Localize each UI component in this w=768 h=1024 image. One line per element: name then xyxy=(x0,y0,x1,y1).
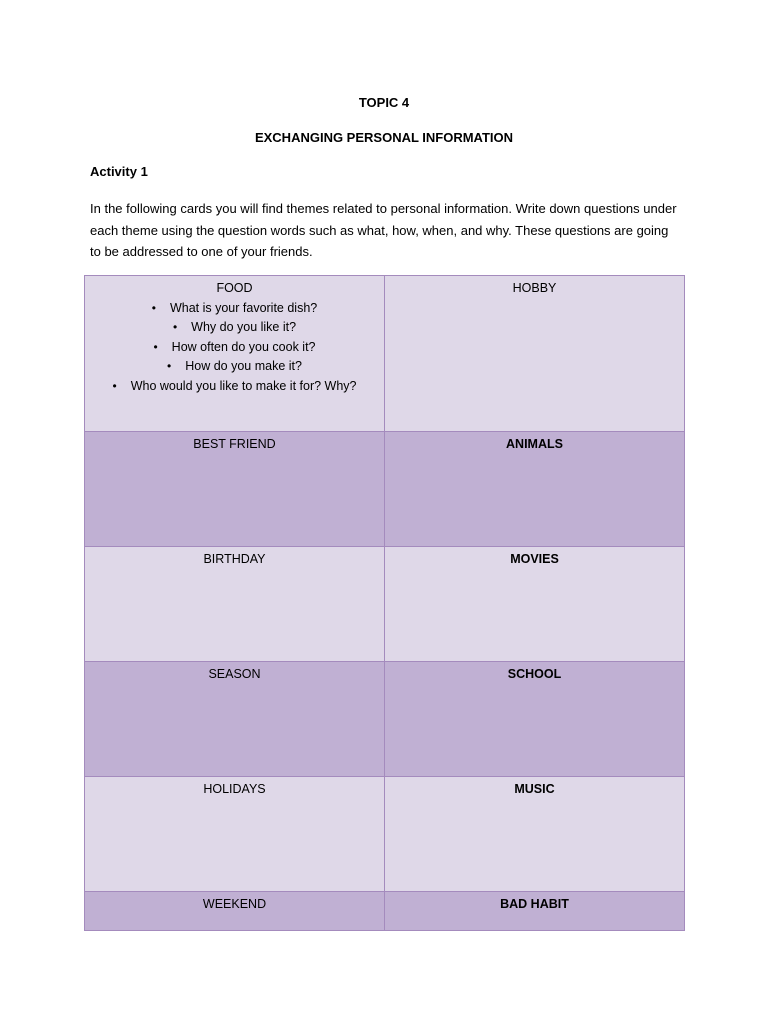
card-birthday[interactable] xyxy=(85,547,385,662)
food-question-list xyxy=(89,299,380,397)
bullet-icon: • xyxy=(112,378,117,393)
table-row xyxy=(85,777,685,892)
table-row xyxy=(85,432,685,547)
page-title: EXCHANGING PERSONAL INFORMATION xyxy=(254,130,514,145)
card-title-season: SEASON xyxy=(208,667,261,681)
card-title-food: FOOD xyxy=(216,281,253,295)
theme-cards-table xyxy=(84,275,685,931)
bullet-icon: • xyxy=(151,300,156,315)
bullet-icon: • xyxy=(172,320,178,334)
card-best-friend[interactable] xyxy=(85,432,385,547)
table-row xyxy=(85,892,685,931)
card-title-movies: MOVIES xyxy=(510,552,559,566)
instructions-paragraph: In the following cards you will find themes related to personal information. Write down questions under each theme using the question words such as what, how, when, and why. These questions are going to be addressed to one of your friends. xyxy=(90,201,677,259)
list-item: • How often do you cook it? xyxy=(89,338,380,358)
card-title-school: SCHOOL xyxy=(507,667,562,681)
topic-number: TOPIC 4 xyxy=(358,95,410,110)
card-title-animals: ANIMALS xyxy=(506,437,563,451)
table-row xyxy=(85,547,685,662)
list-item: • Who would you like to make it for? Why? xyxy=(89,377,380,397)
card-season[interactable] xyxy=(85,662,385,777)
card-title-holidays: HOLIDAYS xyxy=(203,782,266,796)
list-item: • What is your favorite dish? xyxy=(89,299,380,319)
card-holidays[interactable] xyxy=(85,777,385,892)
card-title-bad-habit: BAD HABIT xyxy=(500,897,569,911)
card-weekend[interactable] xyxy=(85,892,385,931)
card-animals[interactable] xyxy=(385,432,685,547)
bullet-icon: • xyxy=(167,359,172,373)
card-bad-habit[interactable] xyxy=(385,892,685,931)
table-row xyxy=(85,276,685,432)
card-title-music: MUSIC xyxy=(514,782,555,796)
card-music[interactable] xyxy=(385,777,685,892)
card-title-birthday: BIRTHDAY xyxy=(203,552,266,566)
card-movies[interactable] xyxy=(385,547,685,662)
card-school[interactable] xyxy=(385,662,685,777)
card-hobby[interactable] xyxy=(385,276,685,432)
card-title-best-friend: BEST FRIEND xyxy=(193,437,276,451)
card-food[interactable] xyxy=(85,276,385,432)
list-item: • Why do you like it? xyxy=(89,318,380,338)
activity-heading: Activity 1 xyxy=(90,164,148,179)
table-row xyxy=(85,662,685,777)
card-title-weekend: WEEKEND xyxy=(202,897,267,911)
list-item: • How do you make it? xyxy=(89,357,380,377)
bullet-icon: • xyxy=(153,339,158,354)
card-title-hobby: HOBBY xyxy=(512,281,557,295)
